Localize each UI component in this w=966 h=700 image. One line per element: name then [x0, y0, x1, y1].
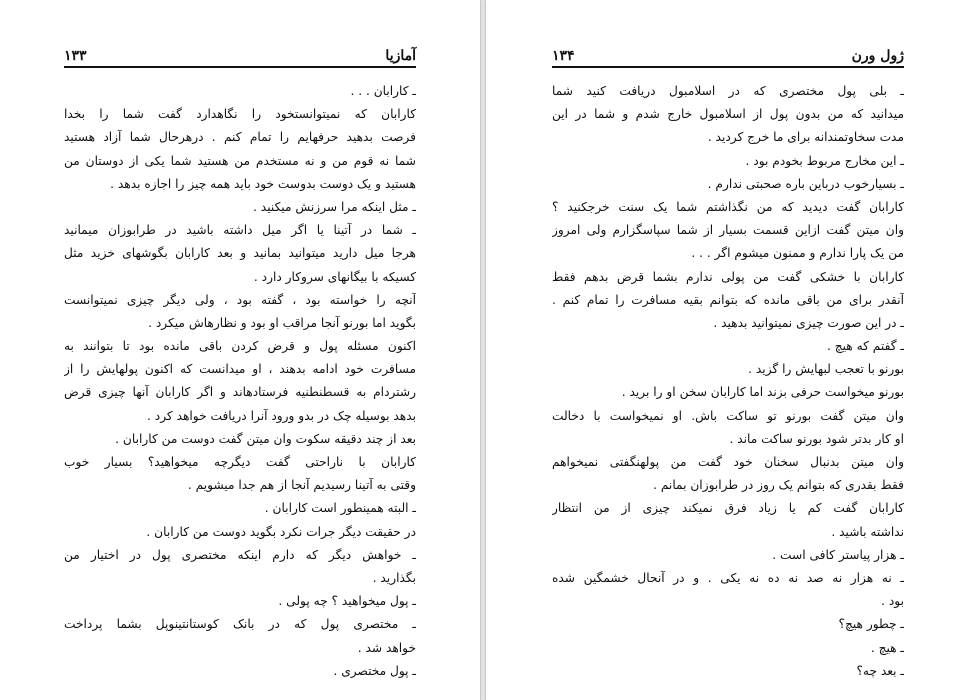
- text-line: اکنون مسئله پول و قرض کردن باقی مانده بود تا بتوانند به: [64, 339, 416, 354]
- text-line: آنچه را خواسته بود ، گفته بود ، ولی دیگر چیزی نمیتوانست: [64, 292, 416, 307]
- text-line: میدانید که من بدون پول از اسلامبول خارج شدم و شما در این: [552, 107, 904, 122]
- right-page-body: [552, 80, 904, 683]
- text-line: وقتی به آتینا رسیدیم آنجا از هم جدا میشویم .: [187, 478, 416, 493]
- text-line: ـ پول مختصری .: [333, 663, 416, 678]
- text-line: ـ گفتم که هیچ .: [826, 339, 904, 354]
- text-line: بود .: [881, 594, 904, 609]
- left-page-header: [64, 44, 416, 68]
- text-line: ـ چطور هیچ؟: [838, 617, 904, 632]
- right-page: [486, 0, 966, 700]
- left-page-body: [64, 80, 416, 683]
- text-line: او کار بدتر شود بورنو ساکت ماند .: [729, 431, 904, 446]
- page-number: ۱۳۳: [64, 48, 87, 64]
- text-line: فقط بقدری که بتوانم یک روز در طرابوزان بمانم .: [653, 478, 904, 493]
- running-head: آمازیا: [385, 48, 416, 64]
- text-line: کارابان گفت دیدید که من نگذاشتم شما یک سنت خرجکنید ؟: [552, 199, 904, 214]
- text-line: وان میتن بدنبال سخنان خود گفت من پولهنگفتی نمیخواهم: [552, 455, 904, 469]
- text-line: نداشته باشید .: [831, 524, 904, 539]
- text-line: فرصت بدهید حرفهایم را تمام کنم . درهرحال شما آزاد هستید: [64, 130, 416, 145]
- text-line: هرجا میل دارید میتوانید بمانید و بعد کارابان بگوشهای خزید مثل: [64, 246, 416, 261]
- text-line: مسافرت خود ادامه بدهند ، او میدانست که اکنون پولهایش را از: [64, 362, 416, 377]
- text-line: کارابان با خشکی گفت من پولی ندارم بشما قرض بدهم فقط: [552, 269, 904, 284]
- page-number: ۱۳۴: [552, 48, 575, 64]
- text-line: کارابان که نمیتوانستخود را نگاهدارد گفت شما را بخدا: [64, 107, 416, 122]
- text-line: آنقدر برای من باقی مانده که بتوانم بقیه مسافرت را تمام کنم .: [552, 292, 904, 307]
- text-line: بعد از چند دقیقه سکوت وان میتن گفت دوست من کارابان .: [115, 431, 416, 446]
- right-page-header: [552, 44, 904, 68]
- text-line: ـ کارابان . . .: [350, 84, 416, 98]
- running-head: ژول ورن: [851, 48, 904, 64]
- text-line: شما نه قوم من و نه مستخدم من هستید شما یکی از دوستان من: [64, 153, 416, 168]
- text-line: ـ هیچ .: [870, 640, 904, 655]
- text-line: بورنو با تعجب لبهایش را گزید .: [748, 362, 904, 377]
- text-line: ـ نه هزار نه صد نه ده نه یکی . و در آنحال خشمگین شده: [552, 570, 904, 585]
- text-line: ـ در این صورت چیزی نمیتوانید بدهید .: [713, 315, 904, 330]
- text-line: بگذارید .: [372, 570, 416, 585]
- text-line: بدهد بوسیله چک در بدو ورود آنرا دریافت خواهد کرد .: [147, 408, 416, 423]
- text-line: هستید و یک دوست بدوست خود باید همه چیز را اجازه بدهد .: [110, 176, 416, 191]
- text-line: ـ پول میخواهید ؟ چه پولی .: [278, 594, 416, 609]
- text-line: کسیکه با بیگانهای سروکار دارد .: [253, 269, 416, 284]
- text-line: بگوید اما بورنو آنجا مراقب او بود و نظارهاش میکرد .: [148, 315, 416, 330]
- text-line: من یک پارا ندارم و ممنون میشوم اگر . . .: [691, 246, 904, 261]
- text-line: ـ این مخارج مربوط بخودم بود .: [745, 153, 904, 168]
- text-line: ـ بلی پول مختصری که در اسلامبول دریافت کنید شما: [552, 84, 904, 98]
- text-line: کارابان گفت کم یا زیاد فرق نمیکند چیزی از من انتظار: [552, 501, 904, 516]
- left-page: [0, 0, 480, 700]
- text-line: ـ مثل اینکه مرا سرزنش میکنید .: [253, 199, 416, 214]
- text-line: وان میتن گفت بورنو تو ساکت باش. او نمیخواست با دخالت: [552, 408, 904, 423]
- text-line: ـ هزار پیاستر کافی است .: [772, 547, 904, 562]
- text-line: ـ البته همینطور است کارابان .: [264, 501, 416, 516]
- text-line: وان میتن گفت ازاین قسمت بسیار از شما سپاسگزارم ولی امروز: [552, 223, 904, 238]
- text-line: ـ بسیارخوب درباین باره صحبتی ندارم .: [707, 176, 904, 191]
- text-line: ـ مختصری پول که در بانک کوستانتینوپل بشما پرداخت: [64, 617, 416, 632]
- text-line: خواهد شد .: [357, 640, 416, 655]
- text-line: بورنو میخواست حرفی بزند اما کارابان سخن او را برید .: [621, 385, 904, 400]
- text-line: ـ خواهش دیگر که دارم اینکه مختصری پول در اختیار من: [64, 547, 416, 562]
- text-line: مدت سخاوتمندانه برای ما خرج کردید .: [707, 130, 904, 145]
- text-line: کارابان با ناراحتی گفت دیگرچه میخواهید؟ بسیار خوب: [64, 455, 416, 469]
- text-line: رشتردام به قسطنطنیه فرستادهاند و اگر کارابان آنها چیزی قرض: [64, 385, 416, 400]
- text-line: ـ بعد چه؟: [856, 663, 904, 678]
- text-line: در حقیقت دیگر جرات نکرد بگوید دوست من کارابان .: [146, 524, 416, 539]
- text-line: ـ شما در آتینا یا اگر میل داشته باشید در طرابوزان میمانید: [64, 223, 416, 238]
